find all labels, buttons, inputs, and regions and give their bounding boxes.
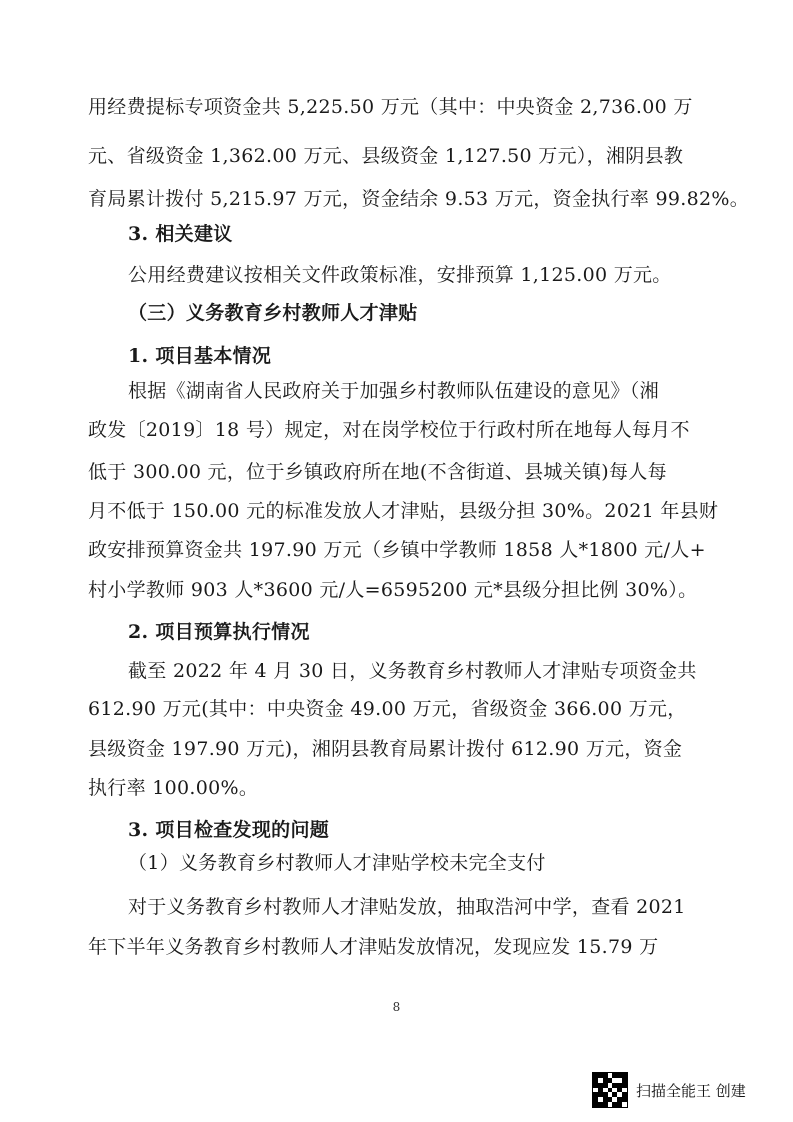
paragraph-line: 根据《湖南省人民政府关于加强乡村教师队伍建设的意见》（湘: [128, 380, 659, 402]
qr-code-icon: [592, 1072, 628, 1108]
item-heading: 2. 项目预算执行情况: [128, 621, 310, 643]
paragraph-line: 县级资金 197.90 万元)，湘阴县教育局累计拨付 612.90 万元，资金: [88, 738, 683, 760]
paragraph-line: 月不低于 150.00 元的标准发放人才津贴，县级分担 30%。2021 年县财: [88, 500, 719, 522]
paragraph-line: 612.90 万元(其中：中央资金 49.00 万元，省级资金 366.00 万元，: [88, 698, 687, 720]
scanner-watermark: [592, 1070, 746, 1110]
section-heading: 3. 相关建议: [128, 223, 233, 245]
watermark-label: 扫描全能王 创建: [636, 1081, 746, 1100]
paragraph-line: 公用经费建议按相关文件政策标准，安排预算 1,125.00 万元。: [128, 264, 672, 286]
item-heading: 1. 项目基本情况: [128, 345, 272, 367]
part-heading: （三）义务教育乡村教师人才津贴: [128, 302, 418, 324]
page-number: 8: [392, 1000, 401, 1014]
paragraph-line: 对于义务教育乡村教师人才津贴发放，抽取浩河中学，查看 2021: [128, 896, 686, 918]
paragraph-line: 执行率 100.00%。: [88, 777, 259, 799]
paragraph-line: 政发〔2019〕18 号）规定，对在岗学校位于行政村所在地每人每月不: [88, 419, 690, 441]
item-heading: 3. 项目检查发现的问题: [128, 819, 330, 841]
paragraph-line: 育局累计拨付 5,215.97 万元，资金结余 9.53 万元，资金执行率 99.82%。: [88, 188, 750, 210]
paragraph-line: 年下半年义务教育乡村教师人才津贴发放情况，发现应发 15.79 万: [88, 936, 659, 958]
paragraph-line: 村小学教师 903 人*3600 元/人=6595200 元*县级分担比例 30%）。: [88, 579, 698, 601]
issue-heading: （1）义务教育乡村教师人才津贴学校未完全支付: [128, 852, 546, 874]
paragraph-line: 政安排预算资金共 197.90 万元（乡镇中学教师 1858 人*1800 元/人+: [88, 539, 706, 561]
paragraph-line: 低于 300.00 元，位于乡镇政府所在地(不含街道、县城关镇)每人每: [88, 461, 667, 483]
paragraph-line: 截至 2022 年 4 月 30 日，义务教育乡村教师人才津贴专项资金共: [128, 660, 697, 682]
paragraph-line: 元、省级资金 1,362.00 万元、县级资金 1,127.50 万元），湘阴县教: [88, 145, 684, 167]
paragraph-line: 用经费提标专项资金共 5,225.50 万元（其中：中央资金 2,736.00 万: [88, 96, 693, 118]
